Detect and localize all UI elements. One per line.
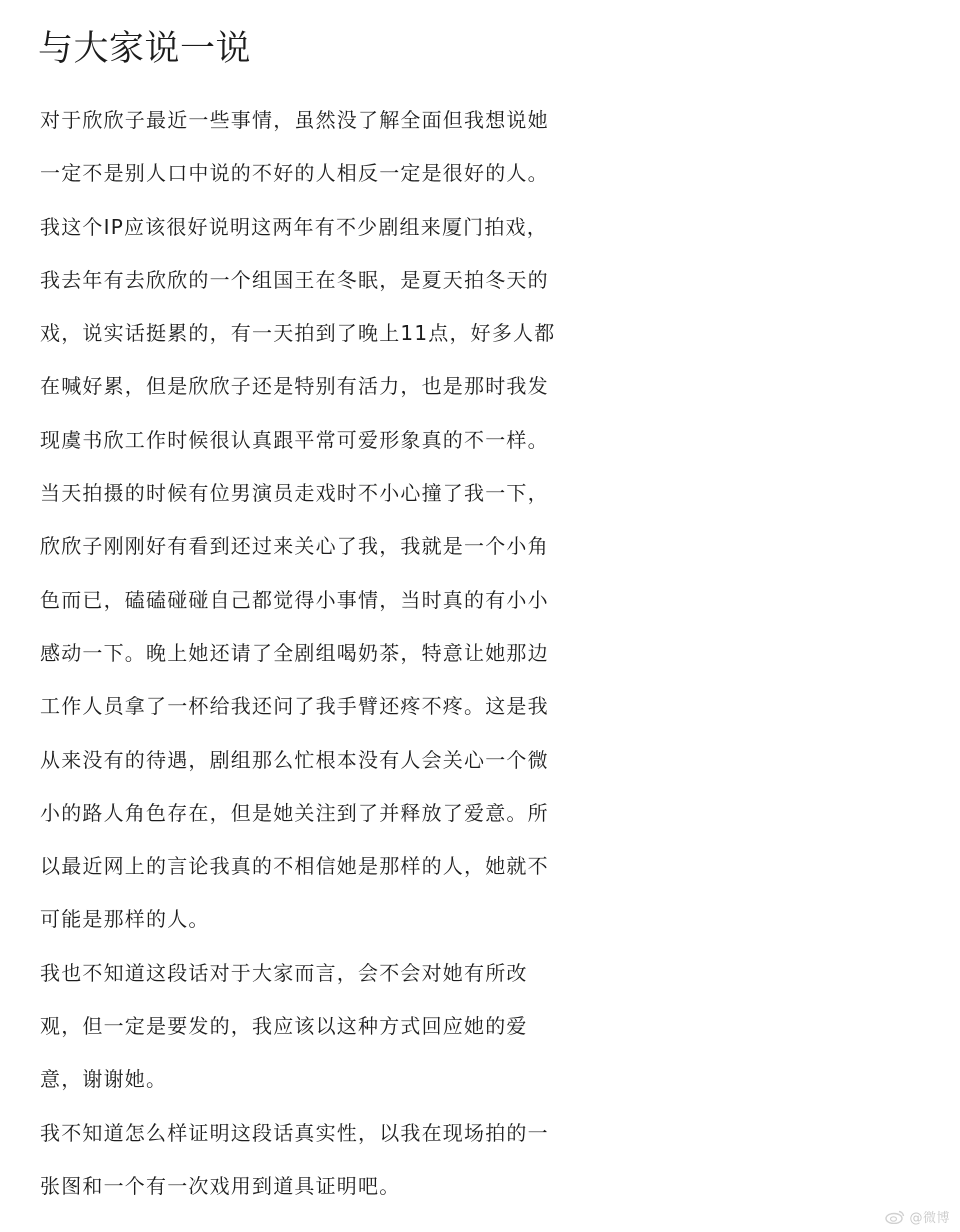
text-line: 观，但一定是要发的，我应该以这种方式回应她的爱	[40, 1014, 528, 1039]
document-title: 与大家说一说	[38, 29, 252, 69]
text-line: 欣欣子刚刚好有看到还过来关心了我，我就是一个小角	[40, 534, 549, 559]
text-line: 现虞书欣工作时候很认真跟平常可爱形象真的不一样。	[40, 427, 549, 452]
text-line: 我这个IP应该很好说明这两年有不少剧组来厦门拍戏，	[40, 214, 548, 239]
text-line: 张图和一个有一次戏用到道具证明吧。	[40, 1173, 401, 1198]
watermark-text: @微博	[909, 1211, 950, 1226]
text-line: 意，谢谢她。	[40, 1067, 168, 1092]
text-line: 感动一下。晚上她还请了全剧组喝奶茶，特意让她那边	[40, 640, 549, 665]
text-line: 对于欣欣子最近一些事情，虽然没了解全面但我想说她	[40, 108, 549, 132]
text-line: 可能是那样的人。	[40, 907, 210, 932]
weibo-logo-icon	[885, 1210, 905, 1224]
text-line: 以最近网上的言论我真的不相信她是那样的人，她就不	[40, 854, 549, 879]
text-line: 当天拍摄的时候有位男演员走戏时不小心撞了我一下，	[40, 481, 549, 506]
text-line: 工作人员拿了一杯给我还问了我手臂还疼不疼。这是我	[40, 694, 549, 719]
text-line: 色而已，磕磕碰碰自己都觉得小事情，当时真的有小小	[40, 587, 549, 612]
text-line: 从来没有的待遇，剧组那么忙根本没有人会关心一个微	[40, 747, 549, 772]
text-line: 一定不是别人口中说的不好的人相反一定是很好的人。	[40, 161, 549, 186]
text-line: 戏，说实话挺累的，有一天拍到了晚上11点，好多人都	[40, 321, 556, 346]
text-line: 我不知道怎么样证明这段话真实性，以我在现场拍的一	[40, 1120, 549, 1145]
text-line: 在喊好累，但是欣欣子还是特别有活力，也是那时我发	[40, 374, 549, 399]
text-line: 我也不知道这段话对于大家而言，会不会对她有所改	[40, 960, 528, 985]
text-line: 我去年有去欣欣的一个组国王在冬眠，是夏天拍冬天的	[40, 267, 549, 292]
watermark	[885, 1207, 950, 1226]
document-body	[40, 94, 940, 1213]
text-line: 小的路人角色存在，但是她关注到了并释放了爱意。所	[40, 800, 549, 825]
